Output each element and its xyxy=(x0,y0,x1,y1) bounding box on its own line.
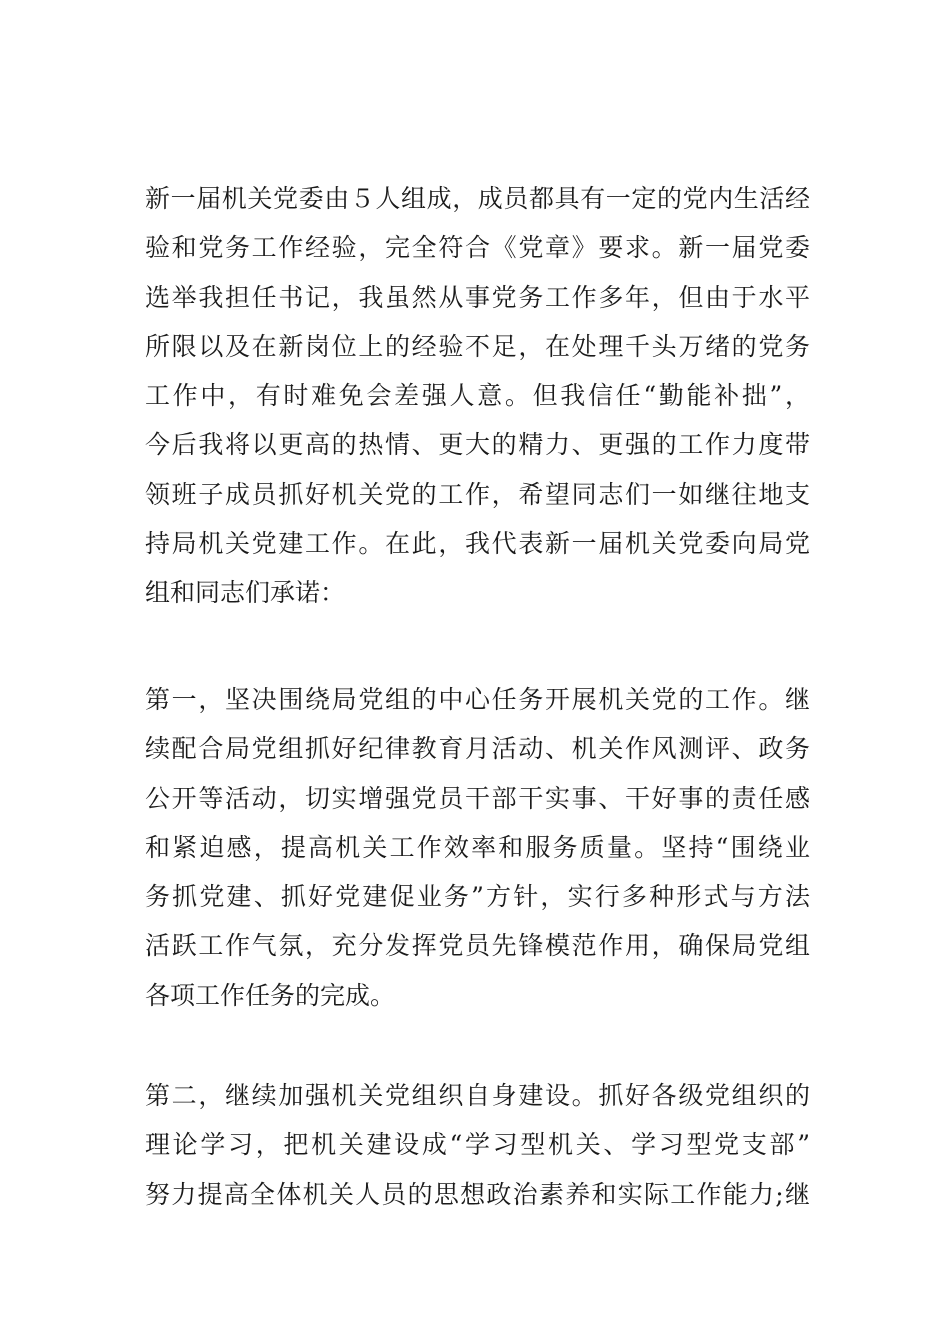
text-line: 务抓党建、抓好党建促业务”方针，实行多种形式与方法 xyxy=(145,882,810,912)
text-line: 理论学习，把机关建设成“学习型机关、学习型党支部” xyxy=(145,1130,810,1160)
text-line: 活跃工作气氛，充分发挥党员先锋模范作用，确保局党组 xyxy=(145,931,810,961)
text-line: 续配合局党组抓好纪律教育月活动、机关作风测评、政务 xyxy=(145,734,810,764)
text-line: 公开等活动，切实增强党员干部干实事、干好事的责任感 xyxy=(145,783,810,813)
text-line: 和紧迫感，提高机关工作效率和服务质量。坚持“围绕业 xyxy=(145,832,810,862)
text-line: 选举我担任书记，我虽然从事党务工作多年，但由于水平 xyxy=(145,282,810,312)
text-line: 组和同志们承诺： xyxy=(145,578,346,608)
text-line: 今后我将以更高的热情、更大的精力、更强的工作力度带 xyxy=(145,430,810,460)
text-line: 第一，坚决围绕局党组的中心任务开展机关党的工作。继 xyxy=(145,685,810,714)
text-line: 各项工作任务的完成。 xyxy=(145,980,396,1010)
text-line: 持局机关党建工作。在此，我代表新一届机关党委向局党 xyxy=(145,529,810,559)
text-line: 第二，继续加强机关党组织自身建设。抓好各级党组织的 xyxy=(145,1081,810,1110)
text-line: 验和党务工作经验，完全符合《党章》要求。新一届党委 xyxy=(145,233,810,263)
text-line: 领班子成员抓好机关党的工作，希望同志们一如继往地支 xyxy=(145,479,810,509)
paragraph-second-commitment xyxy=(145,1071,810,1219)
paragraph-intro xyxy=(145,174,810,618)
paragraph-first-commitment xyxy=(145,675,810,1020)
text-line: 努力提高全体机关人员的思想政治素养和实际工作能力;继 xyxy=(145,1179,810,1209)
text-line: 新一届机关党委由５人组成，成员都具有一定的党内生活经 xyxy=(145,184,810,213)
text-line: 所限以及在新岗位上的经验不足，在处理千头万绪的党务 xyxy=(145,331,810,361)
text-line: 工作中，有时难免会差强人意。但我信任“勤能补拙”， xyxy=(145,381,810,411)
